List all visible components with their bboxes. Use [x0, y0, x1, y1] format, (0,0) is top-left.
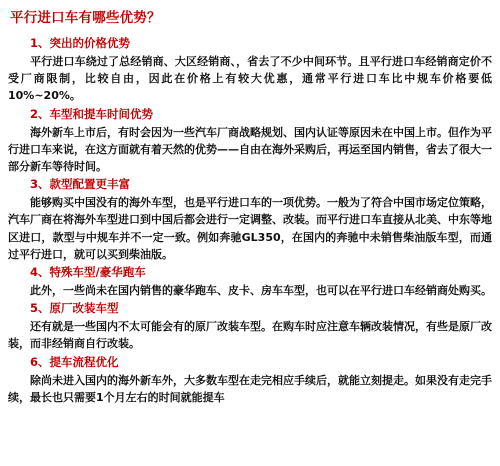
section-delivery-process [8, 353, 492, 406]
section-body [8, 318, 492, 352]
section-special-models [8, 263, 492, 299]
section-body [8, 372, 492, 406]
section-body [8, 194, 492, 263]
section-body-text: 还有就是一些国内不太可能会有的原厂改装车型。在购车时应注意车辆改装情况，有些是原厂改装，而非经销商自行改装。 [8, 320, 492, 351]
section-heading: 3、款型配置更丰富 [30, 177, 131, 192]
section-body [8, 124, 492, 176]
section-model-and-delivery [8, 105, 492, 176]
section-body [8, 53, 492, 105]
section-body [8, 282, 492, 299]
section-body-text: 能够购买中国没有的海外车型，也是平行进口车的一项优势。一般为了符合中国市场定位策略，汽车厂商在将海外车型进口到中国后都会进行一定调整、改装。而平行进口车直接从北美、中东等地区进口，款型与中规车并不一定一致。例如奔驰GL350，在国内的奔驰中未销售柴油版车型，而通过平行进口，就可以买到柴油版。 [8, 196, 492, 261]
page-title: 平行进口车有哪些优势？ [10, 10, 161, 26]
section-heading: 5、原厂改装车型 [30, 301, 119, 316]
section-heading: 1、突出的价格优势 [30, 36, 131, 50]
section-body-text: 除尚未进入国内的海外新车外，大多数车型在走完相应手续后，就能立刻提走。如果没有走完手续，最长也只需要1个月左右的时间就能提车 [8, 373, 492, 404]
section-heading: 4、特殊车型/豪华跑车 [30, 265, 146, 280]
section-factory-modified [8, 299, 492, 352]
section-body-text: 平行进口车绕过了总经销商、大区经销商、，省去了不少中间环节。且平行进口车经销商定价不受厂商限制，比较自由，因此在价格上有较大优惠，通常平行进口车比中规车价格要低10%~20%。 [8, 55, 492, 103]
section-body-text: 海外新车上市后，有时会因为一些汽车厂商战略规划、国内认证等原因未在中国上市。但作为平行进口车来说，在这方面就有着天然的优势——自由在海外采购后，再运至国内销售，省去了很大一部分新车等待时间。 [8, 125, 492, 174]
section-heading: 2、车型和提车时间优势 [30, 106, 154, 121]
section-body-text: 此外，一些尚未在国内销售的豪华跑车、皮卡、房车车型，也可以在平行进口车经销商处购买。 [30, 284, 492, 298]
section-configurations [8, 175, 492, 263]
section-heading: 6、提车流程优化 [30, 354, 119, 369]
section-price-advantage [8, 34, 492, 105]
